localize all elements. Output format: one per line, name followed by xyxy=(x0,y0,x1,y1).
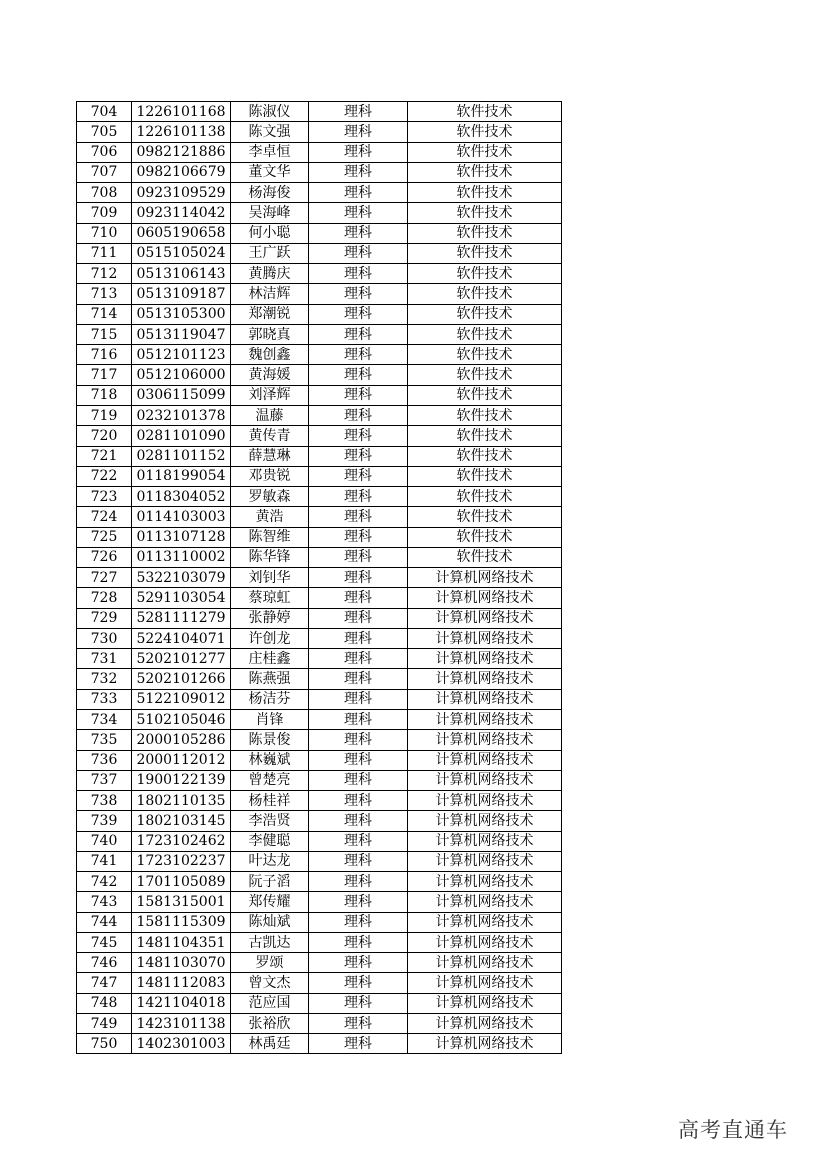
name-cell: 陈智维 xyxy=(231,527,309,547)
table-row xyxy=(77,912,562,932)
seq-number-cell: 726 xyxy=(77,547,132,567)
table-row xyxy=(77,730,562,750)
major-cell: 计算机网络技术 xyxy=(408,912,562,932)
name-cell: 郑传耀 xyxy=(231,892,309,912)
table-row xyxy=(77,932,562,952)
category-cell: 理科 xyxy=(309,953,408,973)
name-cell: 温藤 xyxy=(231,405,309,425)
major-cell: 计算机网络技术 xyxy=(408,568,562,588)
seq-number-cell: 718 xyxy=(77,385,132,405)
candidate-id-cell: 0982106679 xyxy=(132,162,231,182)
category-cell: 理科 xyxy=(309,831,408,851)
category-cell: 理科 xyxy=(309,264,408,284)
seq-number-cell: 713 xyxy=(77,284,132,304)
table-row xyxy=(77,588,562,608)
table-row xyxy=(77,405,562,425)
name-cell: 庄桂鑫 xyxy=(231,649,309,669)
candidate-id-cell: 0513105300 xyxy=(132,304,231,324)
table-row xyxy=(77,892,562,912)
name-cell: 陈景俊 xyxy=(231,730,309,750)
major-cell: 计算机网络技术 xyxy=(408,1013,562,1033)
category-cell: 理科 xyxy=(309,162,408,182)
table-row xyxy=(77,304,562,324)
seq-number-cell: 706 xyxy=(77,142,132,162)
name-cell: 王广跃 xyxy=(231,243,309,263)
name-cell: 蔡琼虹 xyxy=(231,588,309,608)
table-row xyxy=(77,750,562,770)
major-cell: 软件技术 xyxy=(408,487,562,507)
name-cell: 林巍斌 xyxy=(231,750,309,770)
table-row xyxy=(77,689,562,709)
seq-number-cell: 745 xyxy=(77,932,132,952)
name-cell: 杨海俊 xyxy=(231,183,309,203)
category-cell: 理科 xyxy=(309,750,408,770)
candidate-id-cell: 1226101168 xyxy=(132,102,231,122)
candidate-id-cell: 0513106143 xyxy=(132,264,231,284)
name-cell: 杨桂祥 xyxy=(231,791,309,811)
table-row xyxy=(77,953,562,973)
table-row xyxy=(77,608,562,628)
candidate-id-cell: 0232101378 xyxy=(132,405,231,425)
major-cell: 计算机网络技术 xyxy=(408,851,562,871)
candidate-id-cell: 0512101123 xyxy=(132,345,231,365)
category-cell: 理科 xyxy=(309,507,408,527)
candidate-id-cell: 0113110002 xyxy=(132,547,231,567)
table-row xyxy=(77,243,562,263)
candidate-id-cell: 0281101152 xyxy=(132,446,231,466)
major-cell: 计算机网络技术 xyxy=(408,973,562,993)
candidate-id-cell: 5202101266 xyxy=(132,669,231,689)
name-cell: 邓贵锐 xyxy=(231,466,309,486)
candidate-id-cell: 1481103070 xyxy=(132,953,231,973)
seq-number-cell: 719 xyxy=(77,405,132,425)
table-row xyxy=(77,649,562,669)
category-cell: 理科 xyxy=(309,608,408,628)
major-cell: 计算机网络技术 xyxy=(408,588,562,608)
name-cell: 范应国 xyxy=(231,993,309,1013)
table-row xyxy=(77,162,562,182)
candidate-id-cell: 1723102237 xyxy=(132,851,231,871)
seq-number-cell: 736 xyxy=(77,750,132,770)
candidate-id-cell: 1481112083 xyxy=(132,973,231,993)
major-cell: 计算机网络技术 xyxy=(408,932,562,952)
category-cell: 理科 xyxy=(309,243,408,263)
seq-number-cell: 723 xyxy=(77,487,132,507)
category-cell: 理科 xyxy=(309,993,408,1013)
candidate-id-cell: 0118304052 xyxy=(132,487,231,507)
major-cell: 计算机网络技术 xyxy=(408,1034,562,1054)
category-cell: 理科 xyxy=(309,892,408,912)
category-cell: 理科 xyxy=(309,345,408,365)
name-cell: 杨洁芬 xyxy=(231,689,309,709)
major-cell: 软件技术 xyxy=(408,426,562,446)
category-cell: 理科 xyxy=(309,628,408,648)
name-cell: 李健聪 xyxy=(231,831,309,851)
table-row xyxy=(77,487,562,507)
seq-number-cell: 722 xyxy=(77,466,132,486)
candidate-id-cell: 1581315001 xyxy=(132,892,231,912)
seq-number-cell: 708 xyxy=(77,183,132,203)
category-cell: 理科 xyxy=(309,446,408,466)
category-cell: 理科 xyxy=(309,223,408,243)
table-row xyxy=(77,122,562,142)
major-cell: 计算机网络技术 xyxy=(408,608,562,628)
table-row xyxy=(77,365,562,385)
table-row xyxy=(77,183,562,203)
candidate-id-cell: 5224104071 xyxy=(132,628,231,648)
name-cell: 董文华 xyxy=(231,162,309,182)
seq-number-cell: 709 xyxy=(77,203,132,223)
table-row xyxy=(77,264,562,284)
category-cell: 理科 xyxy=(309,405,408,425)
seq-number-cell: 725 xyxy=(77,527,132,547)
name-cell: 张裕欣 xyxy=(231,1013,309,1033)
table-row xyxy=(77,791,562,811)
seq-number-cell: 734 xyxy=(77,709,132,729)
candidate-id-cell: 5281111279 xyxy=(132,608,231,628)
candidate-id-cell: 1581115309 xyxy=(132,912,231,932)
seq-number-cell: 738 xyxy=(77,791,132,811)
candidate-id-cell: 0114103003 xyxy=(132,507,231,527)
seq-number-cell: 711 xyxy=(77,243,132,263)
category-cell: 理科 xyxy=(309,102,408,122)
major-cell: 软件技术 xyxy=(408,284,562,304)
major-cell: 计算机网络技术 xyxy=(408,872,562,892)
category-cell: 理科 xyxy=(309,588,408,608)
major-cell: 软件技术 xyxy=(408,243,562,263)
category-cell: 理科 xyxy=(309,689,408,709)
table-row xyxy=(77,669,562,689)
major-cell: 计算机网络技术 xyxy=(408,730,562,750)
major-cell: 软件技术 xyxy=(408,446,562,466)
table-row xyxy=(77,547,562,567)
name-cell: 刘钊华 xyxy=(231,568,309,588)
table-row xyxy=(77,770,562,790)
seq-number-cell: 746 xyxy=(77,953,132,973)
category-cell: 理科 xyxy=(309,324,408,344)
major-cell: 计算机网络技术 xyxy=(408,993,562,1013)
seq-number-cell: 714 xyxy=(77,304,132,324)
candidate-id-cell: 0512106000 xyxy=(132,365,231,385)
candidate-id-cell: 2000105286 xyxy=(132,730,231,750)
name-cell: 叶达龙 xyxy=(231,851,309,871)
category-cell: 理科 xyxy=(309,649,408,669)
category-cell: 理科 xyxy=(309,669,408,689)
category-cell: 理科 xyxy=(309,203,408,223)
candidate-id-cell: 1900122139 xyxy=(132,770,231,790)
name-cell: 阮子滔 xyxy=(231,872,309,892)
category-cell: 理科 xyxy=(309,932,408,952)
seq-number-cell: 707 xyxy=(77,162,132,182)
major-cell: 软件技术 xyxy=(408,385,562,405)
name-cell: 陈燕强 xyxy=(231,669,309,689)
seq-number-cell: 731 xyxy=(77,649,132,669)
candidate-id-cell: 0306115099 xyxy=(132,385,231,405)
seq-number-cell: 716 xyxy=(77,345,132,365)
major-cell: 软件技术 xyxy=(408,365,562,385)
category-cell: 理科 xyxy=(309,365,408,385)
table-row xyxy=(77,466,562,486)
name-cell: 薛慧琳 xyxy=(231,446,309,466)
seq-number-cell: 749 xyxy=(77,1013,132,1033)
admission-list-table xyxy=(76,101,562,1054)
seq-number-cell: 712 xyxy=(77,264,132,284)
table-row xyxy=(77,284,562,304)
category-cell: 理科 xyxy=(309,487,408,507)
candidate-id-cell: 1481104351 xyxy=(132,932,231,952)
watermark-text: 高考直通车 xyxy=(678,1118,788,1142)
table-row xyxy=(77,102,562,122)
category-cell: 理科 xyxy=(309,183,408,203)
candidate-id-cell: 1421104018 xyxy=(132,993,231,1013)
name-cell: 曾楚亮 xyxy=(231,770,309,790)
candidate-id-cell: 5322103079 xyxy=(132,568,231,588)
major-cell: 计算机网络技术 xyxy=(408,791,562,811)
table-body xyxy=(77,102,562,1054)
candidate-id-cell: 1226101138 xyxy=(132,122,231,142)
category-cell: 理科 xyxy=(309,872,408,892)
candidate-id-cell: 5122109012 xyxy=(132,689,231,709)
name-cell: 林禹廷 xyxy=(231,1034,309,1054)
name-cell: 李卓恒 xyxy=(231,142,309,162)
candidate-id-cell: 0605190658 xyxy=(132,223,231,243)
category-cell: 理科 xyxy=(309,142,408,162)
category-cell: 理科 xyxy=(309,851,408,871)
category-cell: 理科 xyxy=(309,547,408,567)
seq-number-cell: 740 xyxy=(77,831,132,851)
name-cell: 魏创鑫 xyxy=(231,345,309,365)
table-row xyxy=(77,527,562,547)
candidate-id-cell: 1802110135 xyxy=(132,791,231,811)
major-cell: 计算机网络技术 xyxy=(408,831,562,851)
seq-number-cell: 729 xyxy=(77,608,132,628)
category-cell: 理科 xyxy=(309,466,408,486)
category-cell: 理科 xyxy=(309,709,408,729)
category-cell: 理科 xyxy=(309,770,408,790)
seq-number-cell: 750 xyxy=(77,1034,132,1054)
name-cell: 吴海峰 xyxy=(231,203,309,223)
candidate-id-cell: 5291103054 xyxy=(132,588,231,608)
table-row xyxy=(77,973,562,993)
name-cell: 黄传青 xyxy=(231,426,309,446)
major-cell: 软件技术 xyxy=(408,324,562,344)
table-row xyxy=(77,872,562,892)
seq-number-cell: 748 xyxy=(77,993,132,1013)
major-cell: 计算机网络技术 xyxy=(408,669,562,689)
table-row xyxy=(77,568,562,588)
candidate-id-cell: 5102105046 xyxy=(132,709,231,729)
seq-number-cell: 743 xyxy=(77,892,132,912)
seq-number-cell: 737 xyxy=(77,770,132,790)
table-row xyxy=(77,709,562,729)
candidate-id-cell: 0923114042 xyxy=(132,203,231,223)
candidate-id-cell: 1723102462 xyxy=(132,831,231,851)
major-cell: 软件技术 xyxy=(408,264,562,284)
category-cell: 理科 xyxy=(309,426,408,446)
candidate-id-cell: 0515105024 xyxy=(132,243,231,263)
seq-number-cell: 715 xyxy=(77,324,132,344)
major-cell: 计算机网络技术 xyxy=(408,689,562,709)
seq-number-cell: 710 xyxy=(77,223,132,243)
name-cell: 黄海媛 xyxy=(231,365,309,385)
major-cell: 计算机网络技术 xyxy=(408,649,562,669)
candidate-id-cell: 1701105089 xyxy=(132,872,231,892)
major-cell: 软件技术 xyxy=(408,527,562,547)
candidate-id-cell: 0513119047 xyxy=(132,324,231,344)
table-row xyxy=(77,851,562,871)
category-cell: 理科 xyxy=(309,284,408,304)
table-row xyxy=(77,142,562,162)
category-cell: 理科 xyxy=(309,568,408,588)
name-cell: 肖锋 xyxy=(231,709,309,729)
table-row xyxy=(77,628,562,648)
table-row xyxy=(77,1013,562,1033)
major-cell: 软件技术 xyxy=(408,304,562,324)
major-cell: 计算机网络技术 xyxy=(408,811,562,831)
candidate-id-cell: 0923109529 xyxy=(132,183,231,203)
seq-number-cell: 727 xyxy=(77,568,132,588)
name-cell: 罗颂 xyxy=(231,953,309,973)
category-cell: 理科 xyxy=(309,791,408,811)
table-row xyxy=(77,426,562,446)
major-cell: 软件技术 xyxy=(408,507,562,527)
name-cell: 曾文杰 xyxy=(231,973,309,993)
major-cell: 软件技术 xyxy=(408,345,562,365)
seq-number-cell: 732 xyxy=(77,669,132,689)
table-row xyxy=(77,507,562,527)
seq-number-cell: 720 xyxy=(77,426,132,446)
major-cell: 计算机网络技术 xyxy=(408,709,562,729)
seq-number-cell: 704 xyxy=(77,102,132,122)
candidate-id-cell: 2000112012 xyxy=(132,750,231,770)
category-cell: 理科 xyxy=(309,730,408,750)
candidate-id-cell: 1802103145 xyxy=(132,811,231,831)
table-row xyxy=(77,345,562,365)
candidate-id-cell: 5202101277 xyxy=(132,649,231,669)
table-row xyxy=(77,1034,562,1054)
seq-number-cell: 735 xyxy=(77,730,132,750)
candidate-id-cell: 0513109187 xyxy=(132,284,231,304)
name-cell: 陈淑仪 xyxy=(231,102,309,122)
name-cell: 许创龙 xyxy=(231,628,309,648)
table-row xyxy=(77,223,562,243)
table-row xyxy=(77,385,562,405)
major-cell: 软件技术 xyxy=(408,203,562,223)
major-cell: 计算机网络技术 xyxy=(408,750,562,770)
candidate-id-cell: 0118199054 xyxy=(132,466,231,486)
table-row xyxy=(77,993,562,1013)
name-cell: 黄腾庆 xyxy=(231,264,309,284)
seq-number-cell: 721 xyxy=(77,446,132,466)
seq-number-cell: 744 xyxy=(77,912,132,932)
major-cell: 软件技术 xyxy=(408,405,562,425)
seq-number-cell: 742 xyxy=(77,872,132,892)
name-cell: 刘泽辉 xyxy=(231,385,309,405)
table-row xyxy=(77,446,562,466)
category-cell: 理科 xyxy=(309,304,408,324)
candidate-id-cell: 0281101090 xyxy=(132,426,231,446)
category-cell: 理科 xyxy=(309,973,408,993)
name-cell: 黄浩 xyxy=(231,507,309,527)
table-row xyxy=(77,811,562,831)
candidate-id-cell: 0113107128 xyxy=(132,527,231,547)
candidate-id-cell: 1402301003 xyxy=(132,1034,231,1054)
major-cell: 软件技术 xyxy=(408,142,562,162)
major-cell: 软件技术 xyxy=(408,162,562,182)
name-cell: 李浩贤 xyxy=(231,811,309,831)
major-cell: 软件技术 xyxy=(408,183,562,203)
table-row xyxy=(77,831,562,851)
category-cell: 理科 xyxy=(309,912,408,932)
seq-number-cell: 705 xyxy=(77,122,132,142)
name-cell: 张静婷 xyxy=(231,608,309,628)
category-cell: 理科 xyxy=(309,811,408,831)
seq-number-cell: 717 xyxy=(77,365,132,385)
major-cell: 软件技术 xyxy=(408,102,562,122)
category-cell: 理科 xyxy=(309,1013,408,1033)
category-cell: 理科 xyxy=(309,1034,408,1054)
seq-number-cell: 739 xyxy=(77,811,132,831)
candidate-id-cell: 0982121886 xyxy=(132,142,231,162)
major-cell: 软件技术 xyxy=(408,122,562,142)
seq-number-cell: 724 xyxy=(77,507,132,527)
seq-number-cell: 733 xyxy=(77,689,132,709)
seq-number-cell: 730 xyxy=(77,628,132,648)
name-cell: 古凯达 xyxy=(231,932,309,952)
major-cell: 计算机网络技术 xyxy=(408,953,562,973)
name-cell: 陈文强 xyxy=(231,122,309,142)
category-cell: 理科 xyxy=(309,527,408,547)
major-cell: 软件技术 xyxy=(408,223,562,243)
major-cell: 软件技术 xyxy=(408,466,562,486)
seq-number-cell: 728 xyxy=(77,588,132,608)
category-cell: 理科 xyxy=(309,385,408,405)
name-cell: 郭晓真 xyxy=(231,324,309,344)
name-cell: 郑潮锐 xyxy=(231,304,309,324)
major-cell: 软件技术 xyxy=(408,547,562,567)
major-cell: 计算机网络技术 xyxy=(408,628,562,648)
name-cell: 何小聪 xyxy=(231,223,309,243)
table-row xyxy=(77,324,562,344)
name-cell: 罗敏森 xyxy=(231,487,309,507)
major-cell: 计算机网络技术 xyxy=(408,770,562,790)
category-cell: 理科 xyxy=(309,122,408,142)
seq-number-cell: 741 xyxy=(77,851,132,871)
seq-number-cell: 747 xyxy=(77,973,132,993)
major-cell: 计算机网络技术 xyxy=(408,892,562,912)
name-cell: 林洁辉 xyxy=(231,284,309,304)
name-cell: 陈灿斌 xyxy=(231,912,309,932)
name-cell: 陈华锋 xyxy=(231,547,309,567)
candidate-id-cell: 1423101138 xyxy=(132,1013,231,1033)
table-row xyxy=(77,203,562,223)
